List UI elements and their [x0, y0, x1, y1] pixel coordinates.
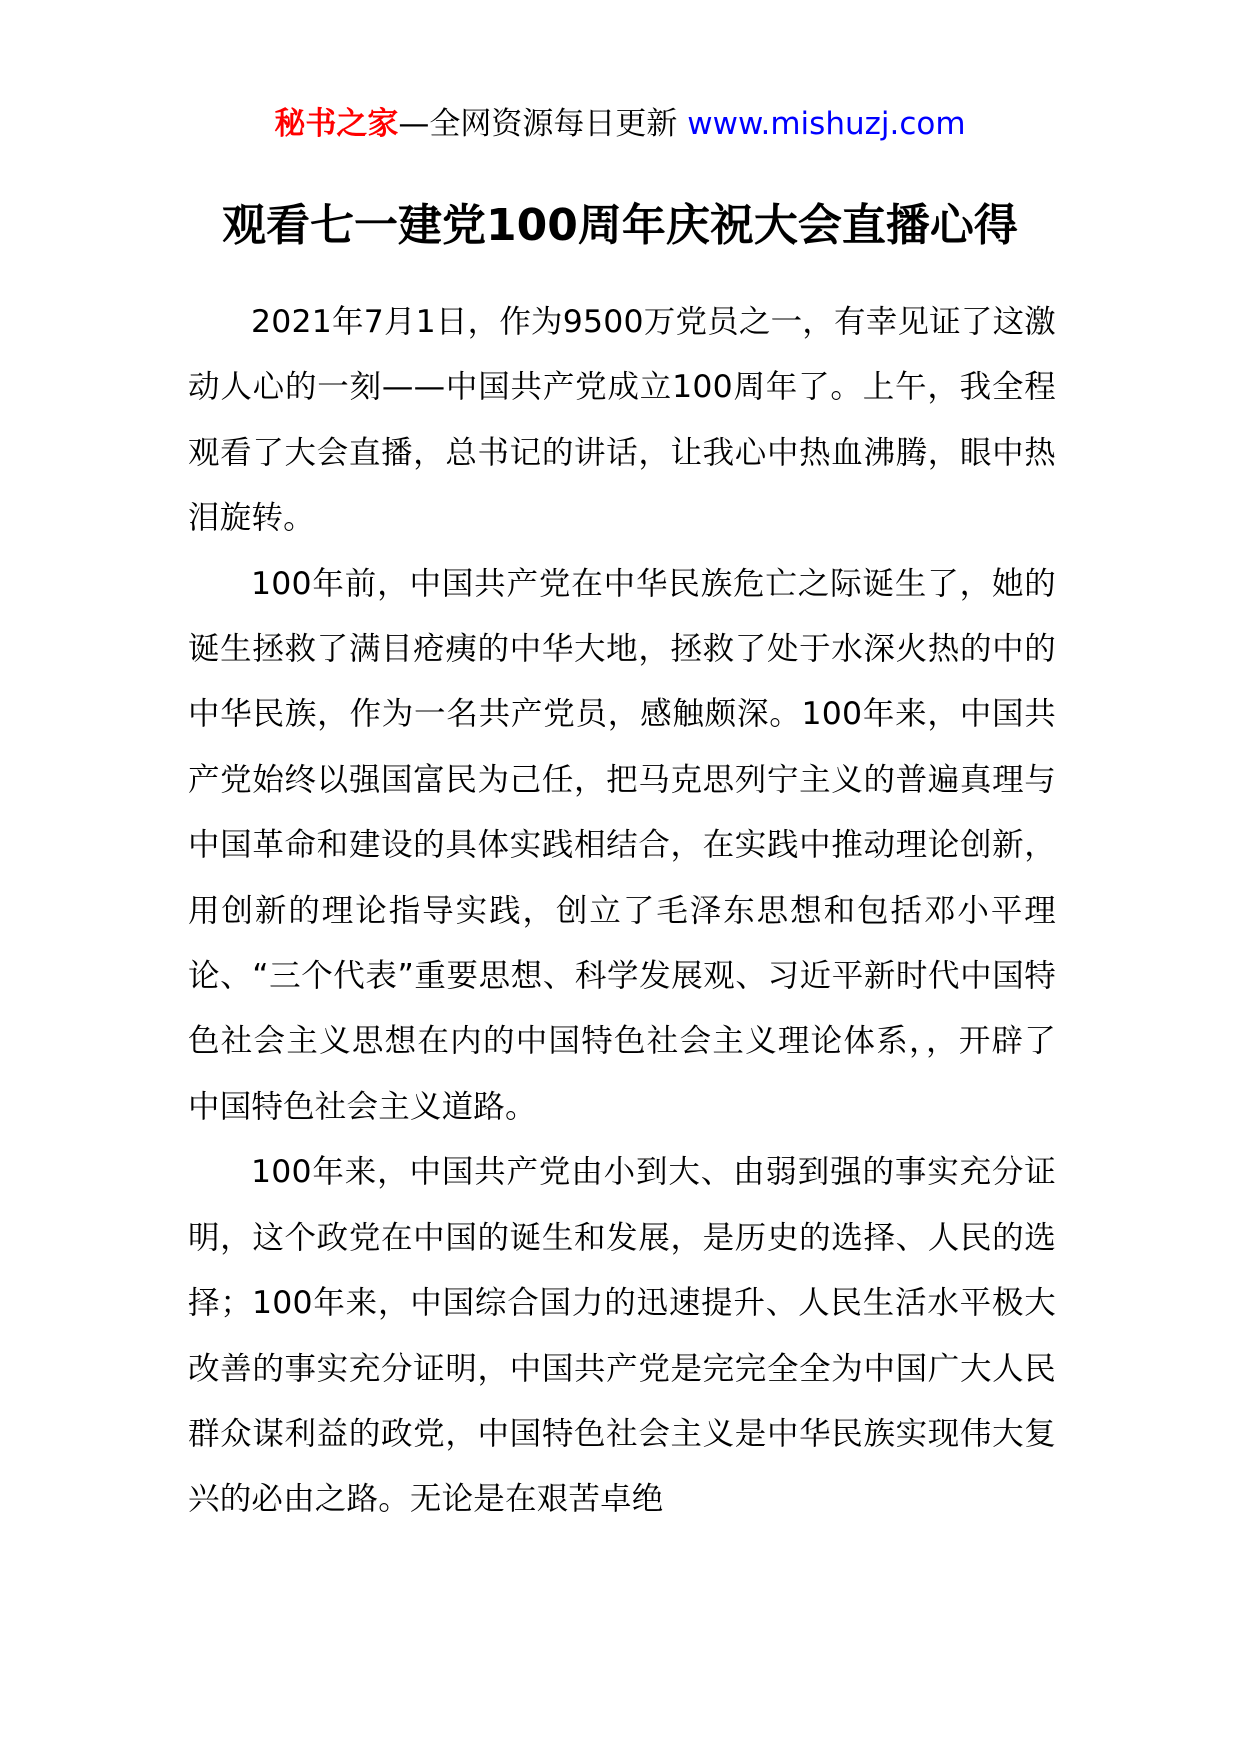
header-tagline: —全网资源每日更新 — [398, 106, 678, 142]
site-url-link[interactable]: www.mishuzj.com — [687, 106, 966, 142]
brand-name: 秘书之家 — [274, 106, 399, 142]
paragraph-1: 2021年7月1日，作为9500万党员之一，有幸见证了这激动人心的一刻——中国共产党成立100周年了。上午，我全程观看了大会直播，总书记的讲话，让我心中热血沸腾，眼中热泪旋转。 — [188, 304, 1056, 537]
page-header — [0, 102, 1240, 146]
paragraph-3: 100年来，中国共产党由小到大、由弱到强的事实充分证明，这个政党在中国的诞生和发展，是历史的选择、人民的选择；100年来，中国综合国力的迅速提升、人民生活水平极大改善的事实充分证明，中国共产党是完完全全为中国广大人民群众谋利益的政党，中国特色社会主义是中华民族实现伟大复兴的必由之路。无论是在艰苦卓绝 — [188, 1154, 1056, 1518]
document-title: 观看七一建党100周年庆祝大会直播心得 — [222, 200, 1018, 251]
paragraph-2: 100年前，中国共产党在中华民族危亡之际诞生了，她的诞生拯救了满目疮痍的中华大地，拯救了处于水深火热的中的中华民族，作为一名共产党员，感触颇深。100年来，中国共产党始终以强国富民为己任，把马克思列宁主义的普遍真理与中国革命和建设的具体实践相结合，在实践中推动理论创新，用创新的理论指导实践，创立了毛泽东思想和包括邓小平理论、“三个代表”重要思想、科学发展观、习近平新时代中国特色社会主义思想在内的中国特色社会主义理论体系，，开辟了中国特色社会主义道路。 — [188, 565, 1056, 1125]
document-body — [188, 290, 1056, 1533]
